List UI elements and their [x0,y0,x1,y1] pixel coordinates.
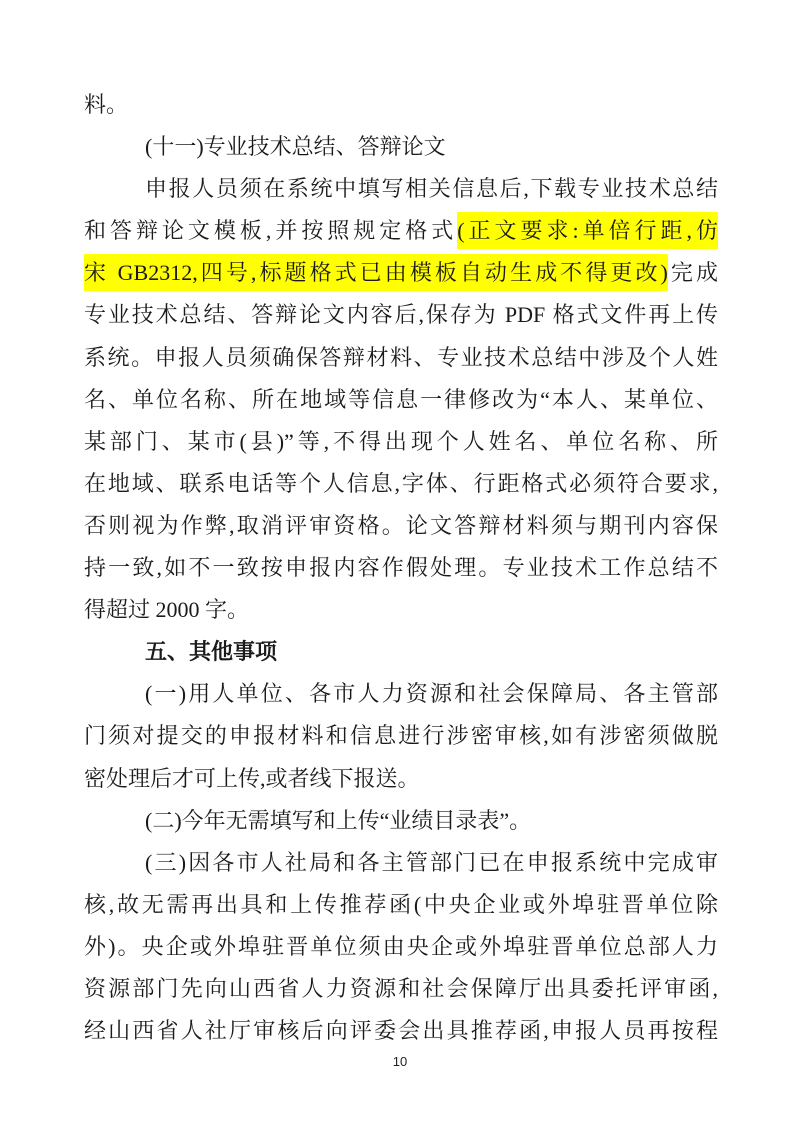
text-line [84,1010,718,1052]
text-run: 门须对提交的申报材料和信息进行涉密审核,如有涉密须做脱 [84,723,718,749]
text-run: (十一)专业技术总结、答辩论文 [145,134,446,160]
text-line [84,463,718,505]
text-line [84,168,718,210]
text-line [84,758,718,800]
text-run: 持一致,如不一致按申报内容作假处理。专业技术工作总结不 [84,555,718,581]
highlighted-text: 宋 GB2312,四号,标题格式已由模板自动生成不得更改) [84,254,668,291]
text-run: (二)今年无需填写和上传“业绩目录表”。 [145,807,532,833]
text-line [84,379,718,421]
text-run: 在地域、联系电话等个人信息,字体、行距格式必须符合要求, [84,470,718,496]
text-run: 系统。申报人员须确保答辩材料、专业技术总结中涉及个人姓 [84,344,718,370]
text-line [84,547,718,589]
text-run: 核,故无需再出具和上传推荐函(中央企业或外埠驻晋单位除 [84,891,718,917]
text-line [84,884,718,926]
text-line [84,589,718,631]
text-run: (一)用人单位、各市人力资源和社会保障局、各主管部 [145,681,718,707]
text-run: 专业技术总结、答辩论文内容后,保存为 PDF 格式文件再上传 [84,302,718,328]
text-line [84,673,718,715]
text-run: 密处理后才可上传,或者线下报送。 [84,765,420,791]
text-line [84,421,718,463]
text-line [84,337,718,379]
text-run: 和答辩论文模板,并按照规定格式 [84,218,458,244]
text-run: 外)。央企或外埠驻晋单位须由央企或外埠驻晋单位总部人力 [84,933,718,959]
text-line [84,84,718,126]
text-run: 名、单位名称、所在地域等信息一律修改为“本人、某单位、 [84,386,718,412]
text-run: 申报人员须在系统中填写相关信息后,下载专业技术总结 [145,176,718,202]
text-run: 料。 [84,92,129,117]
text-run: 得超过 2000 字。 [84,597,250,623]
text-line [84,800,718,842]
text-run: 否则视为作弊,取消评审资格。论文答辩材料须与期刊内容保 [84,512,718,538]
text-line [84,968,718,1010]
text-run: (三)因各市人社局和各主管部门已在申报系统中完成审 [145,849,718,875]
text-line [84,842,718,884]
highlighted-text: (正文要求:单倍行距,仿 [457,212,718,249]
page-footer [0,1054,800,1069]
text-line [84,715,718,757]
text-run: 经山西省人社厅审核后向评委会出具推荐函,申报人员再按程 [84,1018,718,1044]
text-line [84,505,718,547]
text-run: 五、其他事项 [145,639,278,665]
text-run: 完成 [667,260,718,286]
text-line [84,126,718,168]
text-run: 某部门、某市(县)”等,不得出现个人姓名、单位名称、所 [84,428,718,454]
text-line [84,252,718,294]
text-line [84,926,718,968]
heading-line [84,631,718,673]
document-body [84,84,718,1052]
text-run: 资源部门先向山西省人力资源和社会保障厅出具委托评审函, [84,975,718,1001]
text-line [84,210,718,252]
page-number: 10 [392,1054,408,1069]
text-line [84,294,718,336]
